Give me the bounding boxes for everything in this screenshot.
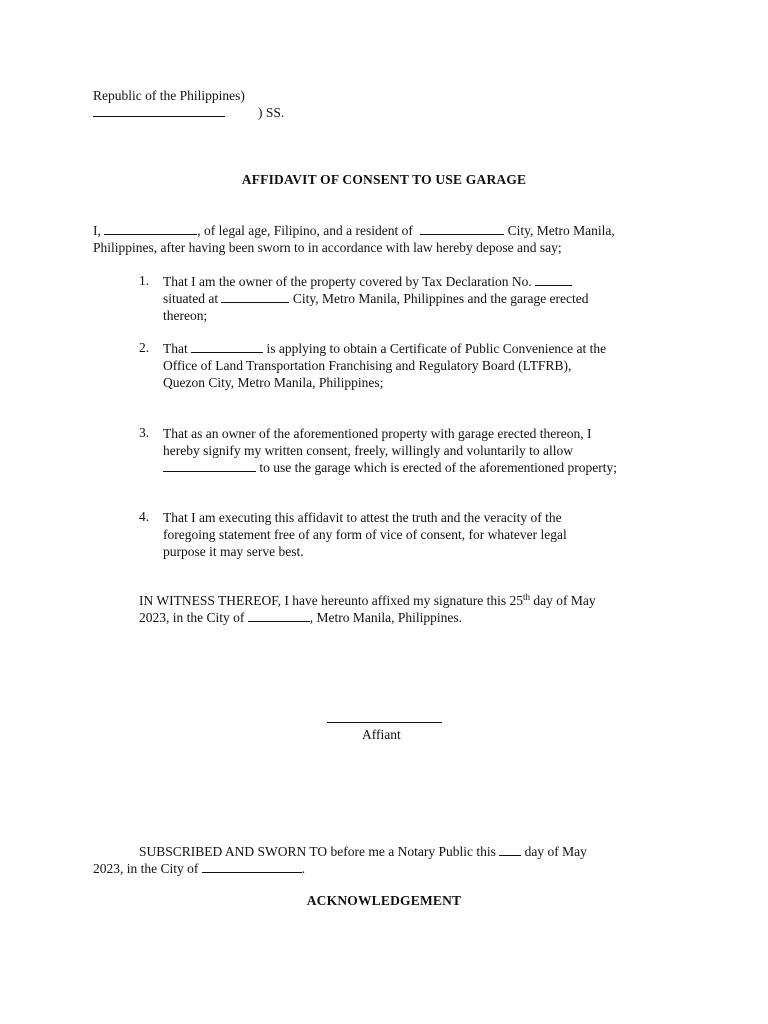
subscribed-line-1: SUBSCRIBED AND SWORN TO before me a Notary Public this day of May xyxy=(139,844,587,859)
item-number: 2. xyxy=(139,340,150,355)
residence-blank xyxy=(420,233,504,235)
intro-i: I, xyxy=(93,223,101,238)
tax-declaration-blank xyxy=(535,284,572,286)
witness-line-2: 2023, in the City of , Metro Manila, Philippines. xyxy=(139,610,462,625)
intro-text-a: , of legal age, Filipino, and a resident of xyxy=(197,223,413,238)
ss-line xyxy=(93,105,284,121)
grantee-name-blank xyxy=(163,470,256,472)
document-title: AFFIDAVIT OF CONSENT TO USE GARAGE xyxy=(241,172,527,187)
witness-line-1: IN WITNESS THEREOF, I have hereunto affixed my signature this 25th day of May xyxy=(139,592,596,608)
item-text: That is applying to obtain a Certificate of Public Convenience at the Office of Land Transportation Franchising and Regulatory Board (LTFRB), Quezon City, Metro Manila, Philippines; xyxy=(163,341,607,390)
ss-text: ) SS. xyxy=(258,105,285,120)
item-text: That I am the owner of the property covered by Tax Declaration No. situated at City, Metro Manila, Philippines and the garage erected thereon; xyxy=(163,274,589,323)
applicant-name-blank xyxy=(191,351,263,353)
item-number: 1. xyxy=(139,273,150,288)
intro-text-b: City, Metro Manila, xyxy=(507,223,615,238)
acknowledgement-heading: ACKNOWLEDGEMENT xyxy=(306,893,462,908)
affiant-name-blank xyxy=(104,233,197,235)
republic-text: Republic of the Philippines) xyxy=(93,88,245,103)
subscribed-line-2: 2023, in the City of . xyxy=(93,861,306,876)
affiant-label: Affiant xyxy=(362,727,401,742)
item-number: 3. xyxy=(139,425,150,440)
property-city-blank xyxy=(221,301,289,303)
intro-line-2: Philippines, after having been sworn to in accordance with law hereby depose and say; xyxy=(93,240,562,255)
signature-line xyxy=(327,722,442,723)
notary-city-blank xyxy=(202,871,302,873)
venue-blank xyxy=(93,115,225,117)
item-text: That I am executing this affidavit to attest the truth and the veracity of the foregoing statement free of any form of vice of consent, for whatever legal purpose it may serve best. xyxy=(163,510,567,559)
intro-line-1 xyxy=(93,223,615,239)
item-text: That as an owner of the aforementioned property with garage erected thereon, I hereby signify my written consent, freely, willingly and voluntarily to allow to use the garage which is erected of the aforementioned property; xyxy=(163,426,617,475)
notary-day-blank xyxy=(499,854,521,856)
item-number: 4. xyxy=(139,509,150,524)
republic-line xyxy=(93,88,245,104)
witness-city-blank xyxy=(248,620,310,622)
